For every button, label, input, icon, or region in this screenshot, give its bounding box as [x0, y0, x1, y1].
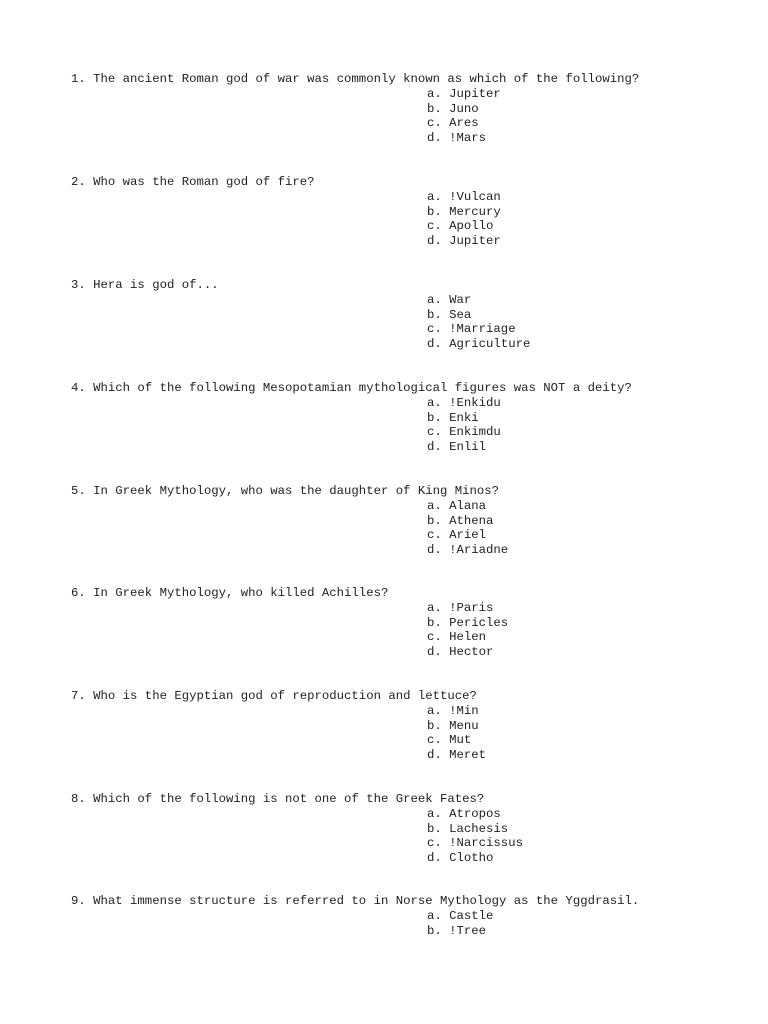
option-a: a. Alana — [427, 499, 487, 513]
option-d: d. Agriculture — [427, 336, 531, 351]
question-2 — [71, 175, 761, 248]
question-1 — [71, 72, 761, 145]
question-body: Which of the following Mesopotamian mythological figures was NOT a deity? — [93, 381, 632, 395]
option-d: d. Jupiter — [427, 233, 501, 248]
question-text — [71, 278, 761, 293]
option-c: c. Helen — [427, 630, 487, 645]
question-number: 1. — [71, 72, 86, 86]
option-b: b. Athena — [427, 513, 494, 528]
option-c: c. !Narcissus — [427, 836, 523, 851]
question-text — [71, 484, 761, 499]
options-list — [427, 909, 761, 938]
question-number: 4. — [71, 381, 86, 395]
question-number: 5. — [71, 484, 86, 498]
option-a: a. Jupiter — [427, 87, 501, 101]
options-list — [427, 704, 761, 762]
question-number: 6. — [71, 586, 86, 600]
question-number: 8. — [71, 792, 86, 806]
option-b: b. Menu — [427, 718, 479, 733]
option-b: b. !Tree — [427, 923, 487, 938]
option-a: a. War — [427, 293, 472, 307]
question-text — [71, 792, 761, 807]
question-9 — [71, 894, 761, 938]
option-d: d. Hector — [427, 644, 494, 659]
question-5 — [71, 484, 761, 557]
question-body: Hera is god of... — [93, 278, 219, 292]
option-c: c. Enkimdu — [427, 425, 501, 440]
question-text — [71, 689, 761, 704]
question-body: Who is the Egyptian god of reproduction and lettuce? — [93, 689, 477, 703]
question-body: The ancient Roman god of war was commonly known as which of the following? — [93, 72, 640, 86]
question-number: 3. — [71, 278, 86, 292]
option-b: b. Juno — [427, 101, 479, 116]
option-b: b. Mercury — [427, 204, 501, 219]
question-7 — [71, 689, 761, 762]
question-body: Who was the Roman god of fire? — [93, 175, 315, 189]
question-4 — [71, 381, 761, 454]
option-a: a. !Min — [427, 704, 479, 718]
question-body: Which of the following is not one of the Greek Fates? — [93, 792, 485, 806]
options-list — [427, 601, 761, 659]
options-list — [427, 293, 761, 351]
question-body: In Greek Mythology, who was the daughter of King Minos? — [93, 484, 500, 498]
option-a: a. !Paris — [427, 601, 494, 615]
question-body: In Greek Mythology, who killed Achilles? — [93, 586, 389, 600]
question-3 — [71, 278, 761, 351]
option-a: a. Castle — [427, 909, 494, 923]
question-number: 2. — [71, 175, 86, 189]
option-d: d. !Ariadne — [427, 542, 509, 557]
question-text — [71, 381, 761, 396]
option-d: d. Clotho — [427, 850, 494, 865]
option-b: b. Lachesis — [427, 821, 509, 836]
question-body: What immense structure is referred to in Norse Mythology as the Yggdrasil. — [93, 894, 640, 908]
option-c: c. !Marriage — [427, 322, 516, 337]
option-c: c. Ares — [427, 116, 479, 131]
options-list — [427, 87, 761, 145]
option-a: a. Atropos — [427, 807, 501, 821]
option-d: d. Meret — [427, 747, 487, 762]
options-list — [427, 190, 761, 248]
question-number: 9. — [71, 894, 86, 908]
question-text — [71, 894, 761, 909]
question-number: 7. — [71, 689, 86, 703]
option-c: c. Apollo — [427, 219, 494, 234]
option-a: a. !Vulcan — [427, 190, 501, 204]
question-text — [71, 175, 761, 190]
option-c: c. Ariel — [427, 528, 487, 543]
question-text — [71, 72, 761, 87]
options-list — [427, 807, 761, 865]
option-b: b. Enki — [427, 410, 479, 425]
option-d: d. Enlil — [427, 439, 487, 454]
question-text — [71, 586, 761, 601]
option-c: c. Mut — [427, 733, 472, 748]
option-a: a. !Enkidu — [427, 396, 501, 410]
question-8 — [71, 792, 761, 865]
options-list — [427, 499, 761, 557]
options-list — [427, 396, 761, 454]
option-d: d. !Mars — [427, 130, 487, 145]
option-b: b. Pericles — [427, 615, 509, 630]
question-6 — [71, 586, 761, 659]
option-b: b. Sea — [427, 307, 472, 322]
